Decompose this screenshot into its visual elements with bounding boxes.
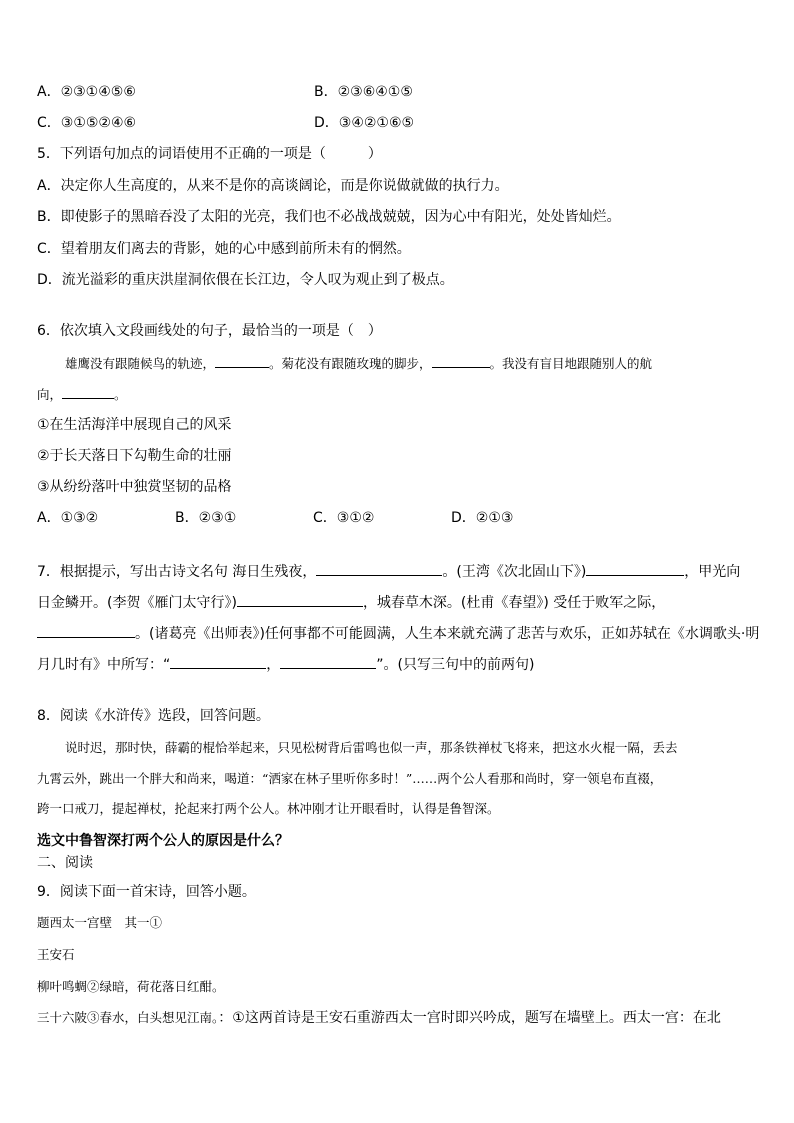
q4-option-b: B．②③⑥④①⑤: [314, 84, 413, 100]
q8-question: 选文中鲁智深打两个公人的原因是什么？: [37, 833, 289, 849]
q6-item-1: ①在生活海洋中展现自己的风采: [37, 417, 232, 433]
q4-option-a: A．②③①④⑤⑥: [37, 84, 136, 100]
q7-text-2: 。(王湾《次北固山下》): [442, 564, 587, 580]
q6-passage-part3: 。我没有盲目地跟随别人的航: [489, 356, 653, 371]
q7-blank-5[interactable]: [170, 654, 266, 669]
q7-blank-1[interactable]: [316, 561, 442, 576]
q6-option-a: A．①③②: [37, 510, 99, 526]
q7-text-9: ”。(只写三句中的前两句): [376, 657, 535, 673]
q8-stem: 8．阅读《水浒传》选段，回答问题。: [37, 708, 270, 724]
q7-text-4: 日金鳞开。(李贺《雁门太守行》): [37, 595, 237, 611]
q6-passage-line1: [65, 353, 652, 374]
q6-item-2: ②于长天落日下勾勒生命的壮丽: [37, 448, 232, 464]
q9-poem-title: 题西太一宫壁 其一①: [37, 915, 163, 930]
q5-option-a: A．决定你人生高度的，从来不是你的高谈阔论，而是你说做就做的执行力。: [37, 178, 509, 194]
q8-passage-line2: 九霄云外，跳出一个胖大和尚来，喝道：“洒家在林子里听你多时！”……两个公人看那和尚时，穿一领皂布直裰，: [37, 771, 663, 786]
q6-blank-3[interactable]: [62, 384, 114, 399]
q6-passage-part4: 向，: [37, 387, 63, 402]
q7-blank-2[interactable]: [586, 561, 684, 576]
q7-text-8: ，: [266, 657, 281, 673]
q6-option-b: B．②③①: [175, 510, 237, 526]
q9-author: 王安石: [37, 947, 75, 962]
q4-option-d: D．③④②①⑥⑤: [314, 115, 415, 131]
q9-poem-line2: [37, 1008, 721, 1028]
q4-option-c: C．③①⑤②④⑥: [37, 115, 137, 131]
q5-option-c: C．望着朋友们离去的背影，她的心中感到前所未有的惘然。: [37, 241, 411, 257]
q6-passage-part5: 。: [114, 387, 127, 402]
q7-text-3: ，甲光向: [684, 564, 741, 580]
q7-line4: [37, 654, 534, 675]
q6-stem: 6．依次填入文段画线处的句子，最恰当的一项是（ ）: [37, 323, 382, 339]
q7-line2: [37, 592, 665, 613]
q6-option-c: C．③①②: [313, 510, 375, 526]
q9-note: ：①这两首诗是王安石重游西太一宫时即兴吟成，题写在墙壁上。西太一宫：在北: [218, 1010, 721, 1026]
q7-blank-4[interactable]: [37, 623, 135, 638]
q6-item-3: ③从纷纷落叶中独赏坚韧的品格: [37, 479, 232, 495]
q6-blank-2[interactable]: [432, 353, 490, 368]
q5-option-b: B．即使影子的黑暗吞没了太阳的光亮，我们也不必战战兢兢，因为心中有阳光，处处皆灿烂。: [37, 209, 621, 225]
q8-passage-line3: 跨一口戒刀，提起禅杖，抡起来打两个公人。林冲刚才让开眼看时，认得是鲁智深。: [37, 801, 500, 816]
q8-passage-line1: 说时迟，那时快，薛霸的棍恰举起来，只见松树背后雷鸣也似一声，那条铁禅杖飞将来，把这水火棍一隔，丢去: [65, 740, 678, 755]
q7-blank-6[interactable]: [280, 654, 376, 669]
q9-poem-line1: 柳叶鸣蜩②绿暗，荷花落日红酣。: [37, 979, 225, 994]
q7-text-5: ，城春草木深。(杜甫《春望》) 受任于败军之际，: [362, 595, 666, 611]
q6-blank-1[interactable]: [215, 353, 269, 368]
q7-line1: [37, 561, 740, 582]
q6-passage-part2: 。菊花没有跟随玫瑰的脚步，: [269, 356, 432, 371]
q5-option-d: D．流光溢彩的重庆洪崖洞依偎在长江边，令人叹为观止到了极点。: [37, 272, 454, 288]
q7-text-1: 7．根据提示，写出古诗文名句 海日生残夜，: [37, 564, 317, 580]
q7-text-7: 月几时有》中所写：“: [37, 657, 171, 673]
q5-stem: 5．下列语句加点的词语使用不正确的一项是（ ）: [37, 146, 382, 162]
q9-stem: 9．阅读下面一首宋诗，回答小题。: [37, 884, 256, 900]
section-heading: 二、阅读: [37, 855, 93, 871]
q9-poem-line2-text: 三十六陂③春水，白头想见江南。: [37, 1010, 219, 1025]
q7-text-6: 。(诸葛亮《出师表》)任何事都不可能圆满，人生本来就充满了悲苦与欢乐，正如苏轼在《水调歌头·明: [135, 626, 760, 642]
q7-line3: [37, 623, 759, 644]
q6-passage-line2: [37, 384, 127, 405]
q7-blank-3[interactable]: [237, 592, 363, 607]
q6-option-d: D．②①③: [451, 510, 514, 526]
q6-passage-part1: 雄鹰没有跟随候鸟的轨迹，: [65, 356, 216, 371]
